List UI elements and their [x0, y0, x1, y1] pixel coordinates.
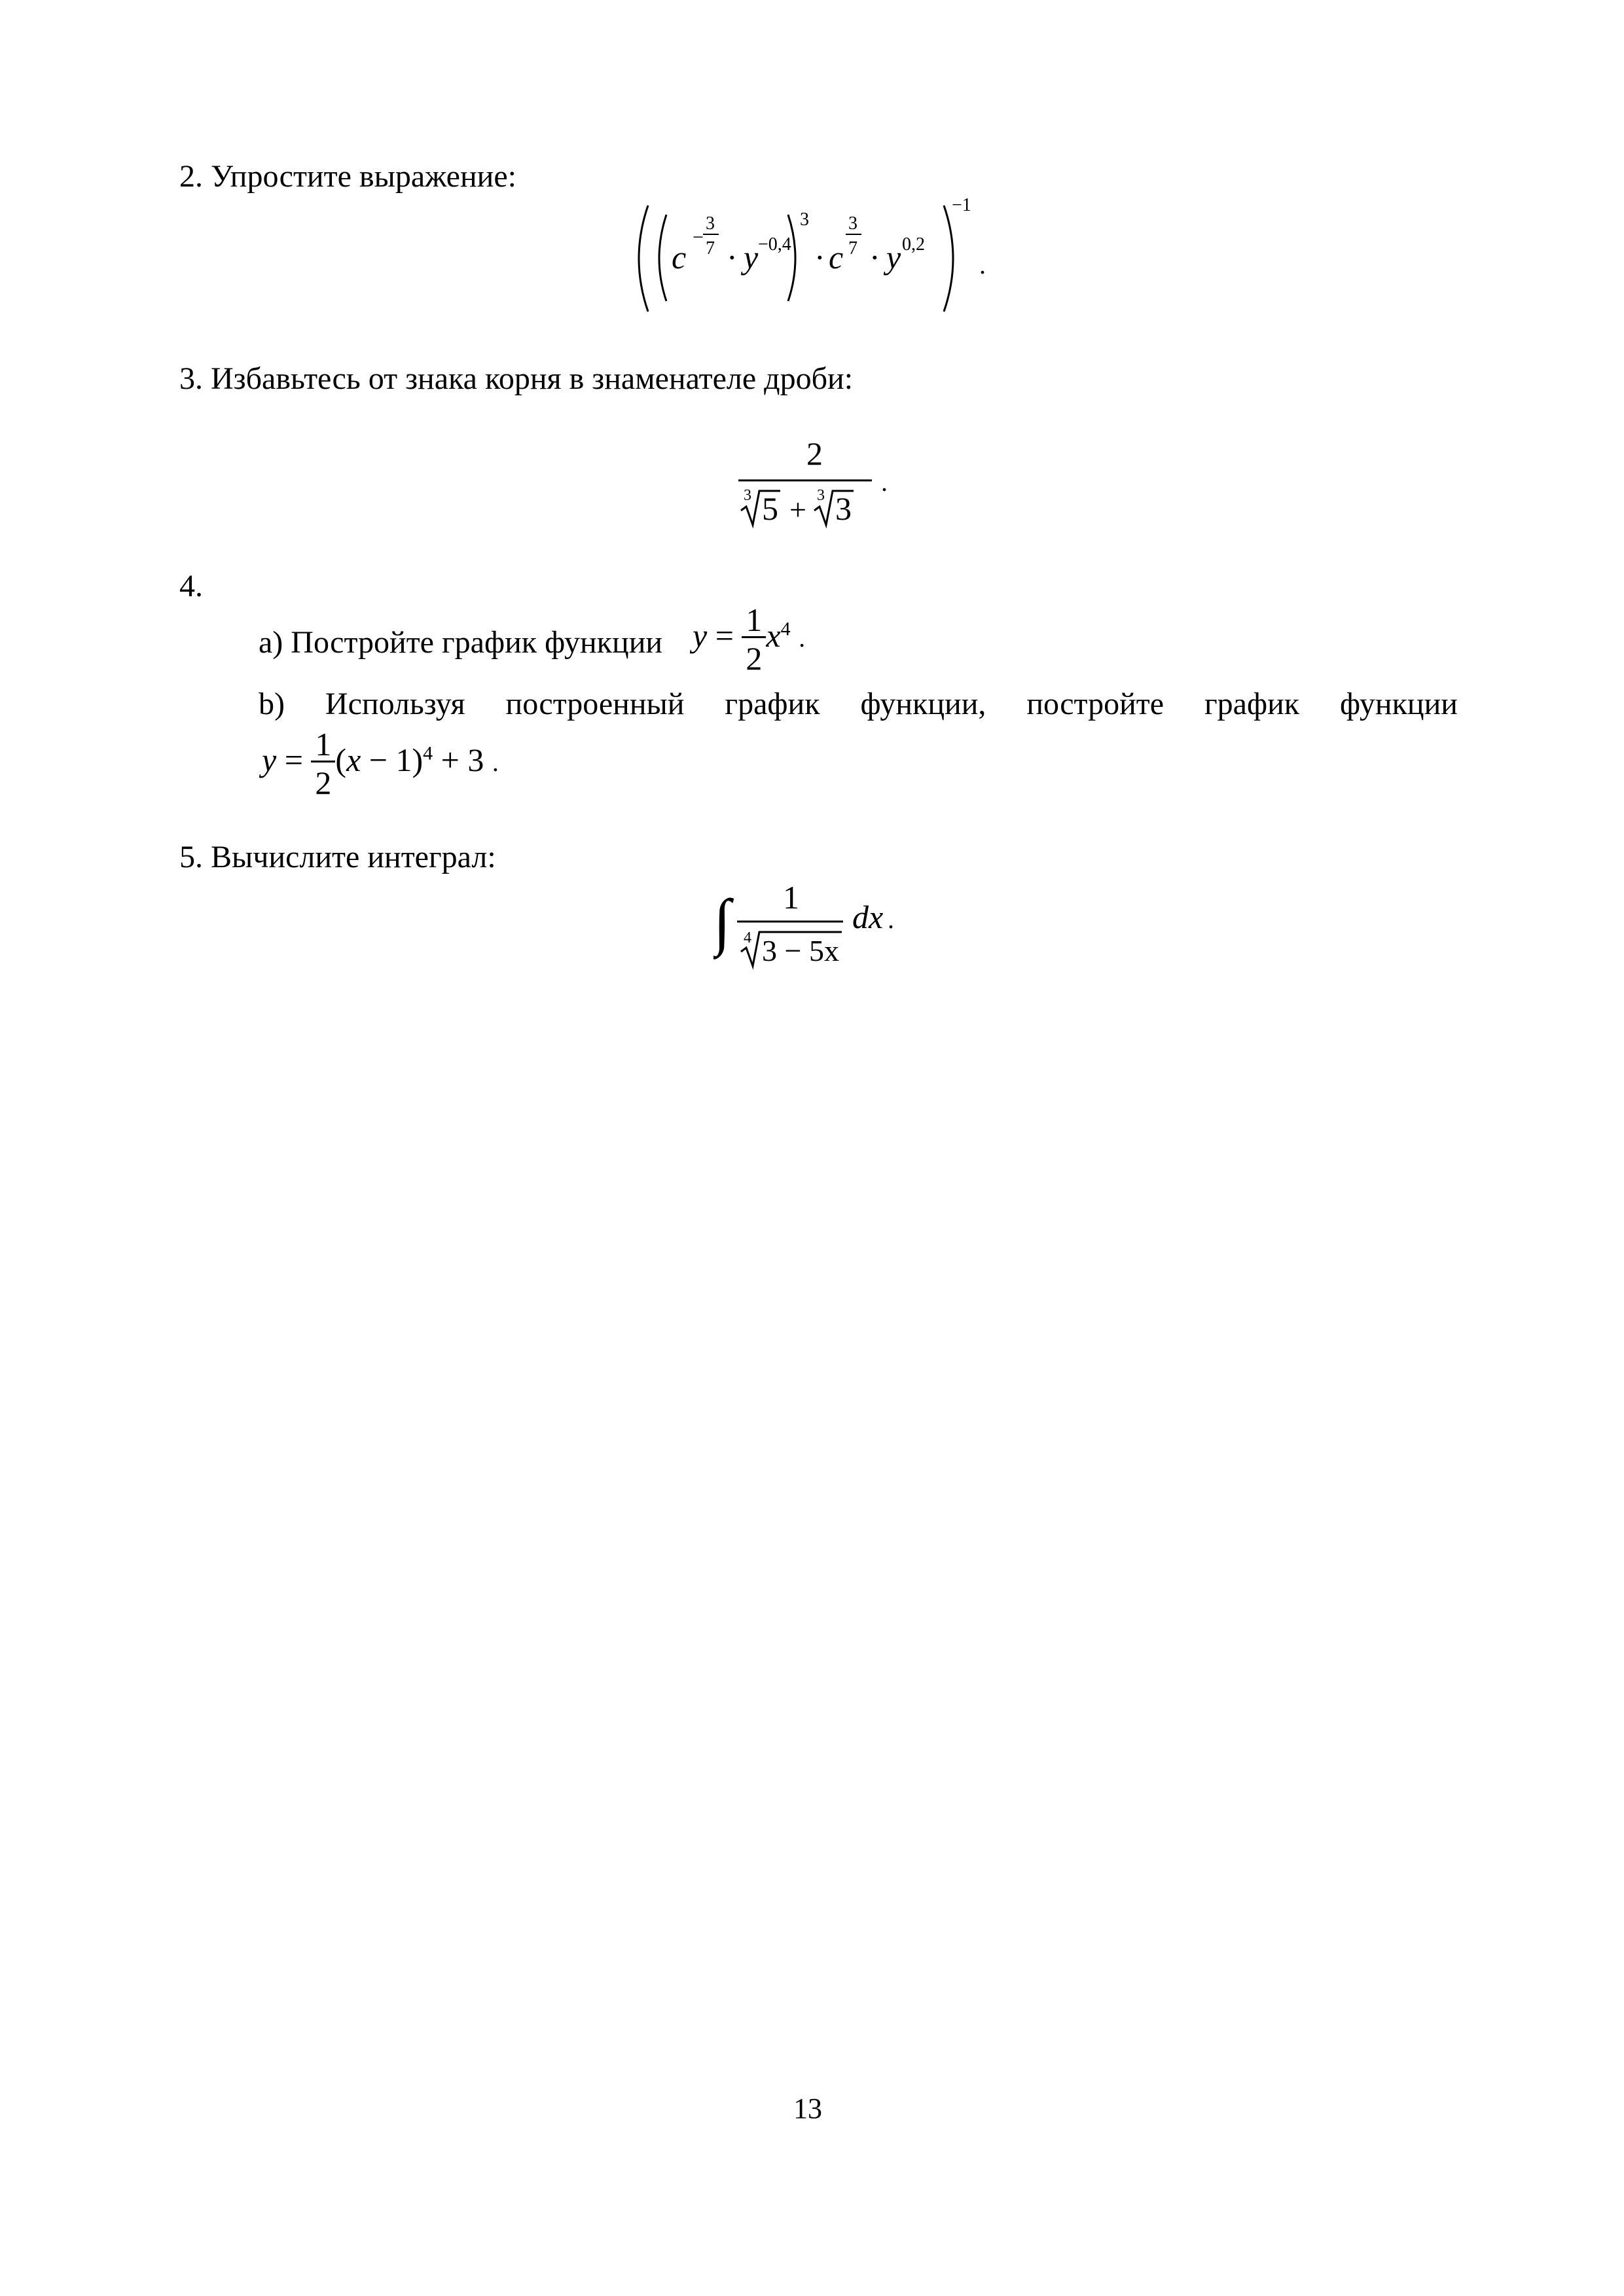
fraction-numerator: 2 [806, 435, 823, 472]
inner-right-paren [788, 215, 795, 301]
word-postroyte: постройте [1026, 687, 1164, 721]
root-index-4: 4 [744, 929, 751, 946]
number-one: 1 [395, 741, 412, 778]
var-y: y [693, 617, 708, 654]
var-y-1: y [744, 239, 759, 276]
exp2: −0,4 [758, 234, 791, 255]
plus-sign: + [441, 741, 460, 778]
period-4b: . [492, 747, 499, 777]
exp4: 0,2 [902, 234, 925, 255]
dot-3: · [869, 239, 880, 276]
fraction-num: 1 [315, 726, 332, 762]
var-y: y [262, 741, 277, 778]
exp1-den: 7 [706, 238, 715, 259]
task-5-integral [713, 877, 923, 975]
right-paren: ) [412, 741, 424, 778]
word-funktsii-1: функции, [860, 687, 986, 721]
var-x: x [766, 617, 781, 654]
exp3-den: 7 [848, 238, 857, 259]
word-funktsii-2: функции [1340, 687, 1458, 721]
task-2-expression [628, 196, 995, 321]
differential-dx: dx [852, 899, 884, 935]
integral-numerator: 1 [783, 879, 799, 916]
minus-sign: − [369, 741, 388, 778]
task-4a-text: a) Постройте график функции [259, 625, 663, 660]
left-paren: ( [335, 741, 347, 778]
var-c-1: c [672, 239, 687, 276]
task-4b-formula [262, 728, 499, 799]
integral-sign: ∫ [713, 886, 731, 956]
word-grafik-2: график [1204, 687, 1300, 721]
period-3: . [881, 467, 888, 497]
power-4: 4 [780, 618, 791, 640]
period-4a: . [799, 622, 806, 653]
outer-pow: 3 [800, 209, 809, 230]
fraction-den: 2 [311, 761, 335, 799]
exp1-sign: − [693, 226, 704, 248]
word-ispolzuya: Используя [325, 687, 465, 721]
period-2: . [979, 250, 986, 279]
radicand: 3 − 5x [762, 934, 839, 967]
task-3-label: 3. Избавьтесь от знака корня в знаменателе дроби: [179, 361, 854, 396]
var-c-2: c [829, 239, 844, 276]
var-x: x [346, 741, 361, 778]
fraction-one-half [311, 728, 335, 799]
fraction-one-half [742, 603, 766, 675]
total-pow: −1 [952, 196, 971, 215]
page-number: 13 [793, 2092, 822, 2125]
dot-1: · [727, 239, 738, 276]
inner-left-paren [659, 215, 666, 301]
var-y-2: y [886, 239, 901, 276]
equals-sign: = [284, 741, 303, 778]
radicand-2: 3 [835, 490, 852, 527]
task-4a-formula [693, 603, 805, 675]
word-grafik-1: график [725, 687, 820, 721]
plus-sign: + [789, 493, 806, 526]
fraction-num: 1 [746, 601, 763, 638]
outer-left-paren [639, 206, 648, 312]
period-5: . [888, 905, 894, 934]
word-postroenny: построенный [505, 687, 685, 721]
dot-2: · [814, 239, 825, 276]
power-4: 4 [423, 742, 433, 764]
task-5-label: 5. Вычислите интеграл: [179, 840, 496, 874]
root-index-2: 3 [817, 487, 825, 504]
exp1-num: 3 [706, 213, 715, 234]
task-4b-text [259, 689, 1458, 720]
outer-right-paren [944, 206, 953, 312]
task-3-fraction [733, 432, 903, 543]
exp3-num: 3 [848, 213, 857, 234]
equals-sign: = [715, 617, 734, 654]
radicand-1: 5 [762, 490, 778, 527]
fraction-den: 2 [742, 636, 766, 675]
task-4-label: 4. [179, 569, 203, 603]
task-2-label: 2. Упростите выражение: [179, 159, 516, 194]
word-b: b) [259, 687, 285, 721]
root-index-1: 3 [744, 487, 751, 504]
number-three: 3 [467, 741, 484, 778]
